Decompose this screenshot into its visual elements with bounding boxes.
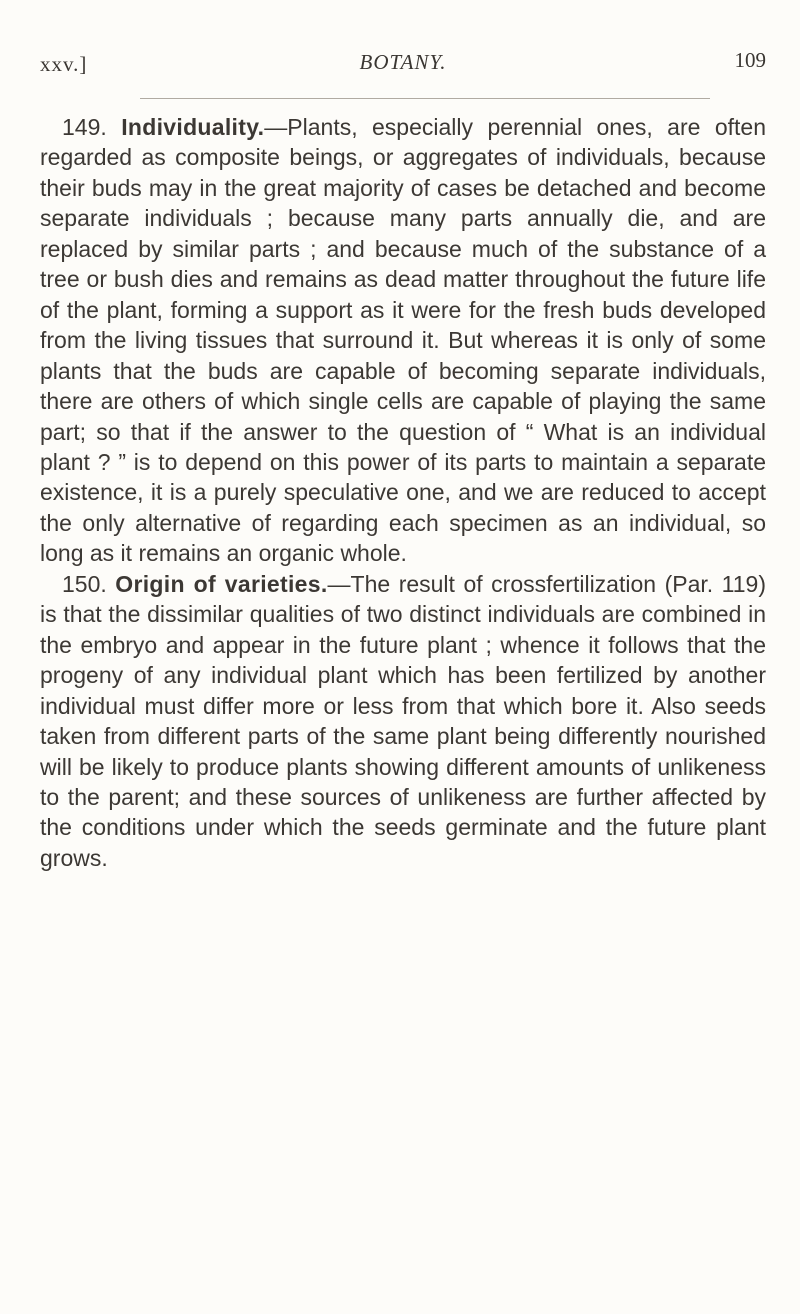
page-number: 109 <box>734 48 766 72</box>
paragraph-heading: Individuality. <box>121 114 265 140</box>
paragraph-number: 149. <box>62 114 107 140</box>
header-rule <box>140 98 710 99</box>
running-header <box>40 40 766 80</box>
running-title: BOTANY. <box>359 50 447 74</box>
paragraph-149 <box>40 112 766 569</box>
body-text <box>40 112 766 873</box>
paragraph-heading: Origin of varieties. <box>115 570 328 597</box>
section-marker: xxv.] <box>40 52 88 76</box>
paragraph-text: —The result of crossfertilization (Par. 119) is that the dissimilar qualities of two distinct individuals are combined in the embryo and appear in the future plant ; whence it follows that the progeny of any individual plant which has been fertilized by another individual must differ more or less from that which bore it. Also seeds taken from different parts of the same plant being differently nourished will be likely to produce plants showing different amounts of unlikeness to the parent; and these sources of unlikeness are further affected by the conditions under which the seeds germinate and the future plant grows. <box>40 570 767 871</box>
paragraph-150 <box>40 569 766 874</box>
paragraph-text: —Plants, especially perennial ones, are often regarded as composite beings, or aggregates of individuals, because their buds may in the great majority of cases be detached and become separate individuals ; because many parts annually die, and are replaced by similar parts ; and because much of the substance of a tree or bush dies and remains as dead matter throughout the future life of the plant, forming a support as it were for the fresh buds developed from the living tissues that surround it. But whereas it is only of some plants that the buds are capable of becoming separate individuals, there are others of which single cells are capable of playing the same part; so that if the answer to the question of “ What is an individual plant ? ” is to depend on this power of its parts to maintain a separate existence, it is a purely speculative one, and we are reduced to accept the only alternative of regarding each specimen as an individual, so long as it remains an organic whole. <box>40 114 767 567</box>
paragraph-number: 150. <box>62 570 107 597</box>
